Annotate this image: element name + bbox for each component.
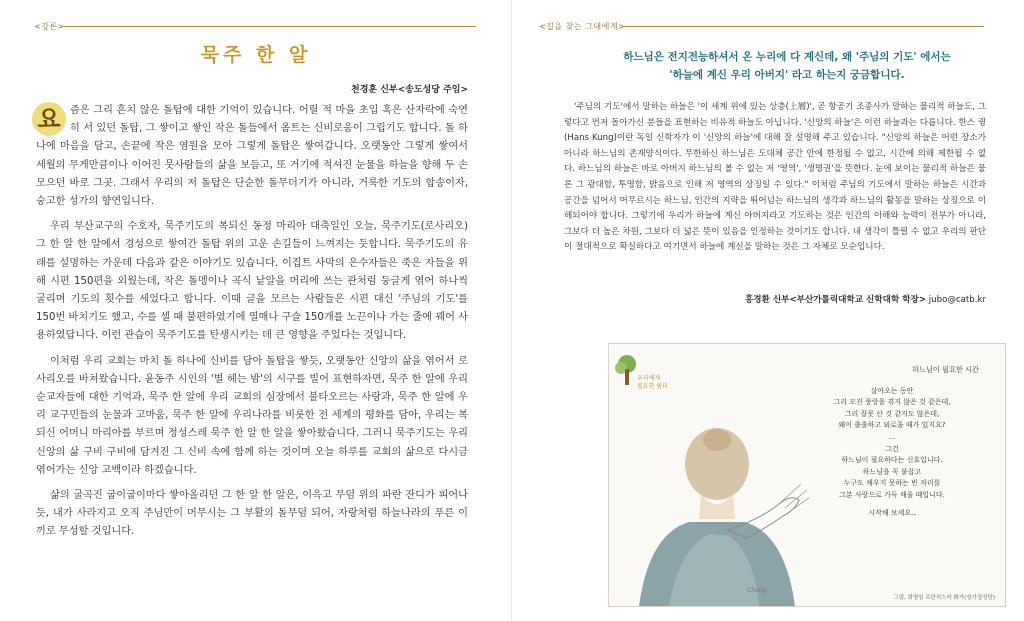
article-title: 묵주 한 알: [200, 44, 312, 66]
paragraph-4: 삶의 굴곡진 굽이굽이마다 쌓아올리던 그 한 알 한 알은, 이윽고 무덤 위의 파란 잔디가 피어나듯, 내가 사라지고 오직 주님만이 머무시는 그 부활의 돌무덤 되어, 자랑처럼 하늘나라의 푸른 이끼로 무성할 것입니다.: [36, 490, 468, 538]
question-heading: [572, 48, 1002, 84]
answer-author-email: jubo@catb.kr: [928, 295, 986, 305]
section-tag-qna: <길을 찾는 그대에게>: [539, 22, 626, 31]
answer-author-name: 홍경환 신부<부산가톨릭대학교 신학대학 학장>: [744, 295, 927, 305]
section-tag-homily: <강론>: [34, 22, 65, 31]
illustration-logo-text: 우리에게 필요한 쉼터: [637, 375, 668, 390]
illustration-signature: Chung: [747, 587, 767, 594]
paragraph-1: 요 즘은 그리 흔치 않은 돌탑에 대한 기억이 있습니다. 어릴 적 마을 초입 혹은 산자락에 숙연히 서 있던 돌탑, 그 쌓이고 쌓인 작은 돌들에서 옴트는 신비로움이 그립기도 합니다. 돌 하나에 마음을 담고, 손끝에 작은 염원을 모아 그렇게 돌탑은 쌓여갑니다. 오랫동안 그렇게 쌓여서 세월의 무게만큼이나 이어진 뭇사람들의 삶을 보듬고, 또 거기에 적셔진 눈물을 하늘을 향해 두 손 모으던 바로 그곳. 그래서 우리의 저 돌탑은 단순한 돌무더기가 아니라, 거룩한 기도의 합송이자, 숭고한 성가의 향연입니다.: [36, 102, 468, 211]
illustration-card: [608, 343, 1006, 607]
answer-body: '주님의 기도'에서 말하는 하늘은 '이 세계 위에 있는 상층(上層)', 곧 항공기 조종사가 말하는 물리적 하늘도, 그렇다고 먼저 돌아가신 분들을 표현하는 비유적 하늘도 아닙니다. '신앙의 하늘'은 이런 하늘과는 다릅니다. 한스 큉(Hans Kung)이란 독일 신학자가 이 '신앙의 하늘'에 대해 잘 설명해 주고 있습니다. "신앙의 하늘은 어떤 장소가 아니라 하느님의 존재양식이다. 무한하신 하느님은 도대체 공간 안에 한정될 수 없고, 시간에 의해 제한될 수 없다. 하느님의 하늘은 바로 아버지 하느님의 볼 수 없는 저 '영역', '생명권'을 뜻한다. 눈에 보이는 물리적 하늘은 물론 그 광대함, 투명함, 밝음으로 인해 저 영역의 상징일 수 있다." 이처럼 주님의 기도에서 말하는 하늘은 시간과 공간을 넘어서 머무르시는 하느님, 인간의 지략을 뛰어넘는 하느님의 생각과 하느님의 활동을 말하는 상징으로 이해되어야 합니다. 그렇기에 우리가 하늘에 계신 아버지라고 기도하는 것은 인간의 이해와 능력이 전부가 아니라, 그보다 더 높은 차원, 그보다 더 넓은 뜻이 있음을 인정하는 것이기도 합니다. 내 생각이 틀릴 수 없고 우리의 판단이 절대적으로 확실하다고 여기면서 하늘에 계신을 말하는 것은 그 자체로 모순입니다.: [564, 102, 987, 253]
paragraph-2: 우리 부산교구의 수호자, 묵주기도의 복되신 동정 마리아 대축일인 오늘, 묵주기도(로사리오) 그 한 알 한 알에서 경성으로 쌓여간 돌탑 위의 고운 손길들이 느껴지는 듯합니다. 묵주기도의 유래를 설명하는 가운데 다음과 같은 이야기도 있습니다. 이집트 사막의 은수자들은 죽은 자들을 위해 시편 150편을 외웠는데, 작은 돌멩이나 곡식 낱알을 머리에 쓰는 관처럼 둥글게 엮어 하나씩 굴리며 기도의 횟수를 세었다고 합니다. 이때 글을 모르는 사람들은 시편 대신 '주님의 기도'를 150번 바치기도 했고, 수를 셀 때 불편하였기에 열매나 구슬 150개를 노끈이나 가는 줄에 꿰어 사용하였답니다. 이런 관습이 묵주기도를 탄생시키는 데 큰 영향을 주었다는 것입니다.: [36, 221, 468, 342]
header-rule-right: [624, 26, 984, 27]
woman-figure-icon: [639, 428, 795, 606]
article-author: 천경훈 신부<송도성당 주임>: [351, 85, 468, 95]
illustration-credit: 그림, 최명임 프란치스카 화가(성가정성당): [893, 595, 995, 601]
question-line-1: 하느님은 전지전능하셔서 온 누리에 다 계신데, 왜 '주님의 기도' 에서는: [623, 51, 951, 63]
right-page: [512, 0, 1024, 621]
poem-title: 하느님이 필요한 시간: [911, 365, 979, 374]
question-line-2: '하늘에 계신 우리 아버지' 라고 하는지 궁금합니다.: [669, 69, 905, 81]
poem-text: 하느님이 필요한 시간 살아오는 동안 그리 모진 풍랑을 겪지 않은 것 같은데, 그리 잘못 산 것 같지도 않은데, 왜이 출출하고 외로울 때가 있지요? ... 그건 하느님이 필요하다는 신호입니다. 하느님을 꼭 붙잡고 누구도 채우지 못하는 빈 자리를 그분 사랑으로 가득 채울 때입니다. 시작해 보세요..: [787, 364, 997, 519]
paragraph-3: 이처럼 우리 교회는 마치 돌 하나에 신비를 담아 돌탑을 쌓듯, 오랫동안 신앙의 삶을 엮어서 로사리오를 바쳐왔습니다. 윤동주 시인의 '별 헤는 밤'의 시구를 빌어 표현하자면, 묵주 한 알에 우리 순교자들에 대한 기억과, 묵주 한 알에 우리 교회의 심장에서 불타오르는 사랑과, 묵주 한 알에 우리 교구민들의 눈물과 고마움, 묵주 한 알에 우리나라를 비롯한 전 세계의 평화를 담아, 우리는 복되신 어머니 마리아를 부르며 정성스레 묵주 한 알 한 알을 쌓아왔습니다. 그러니 묵주기도는 우리 신앙의 삶 구비 구비에 담겨진 그 신비 속에 함께 하는 것이며 오늘 하루를 교회의 삶으로 다시금 엮어가는 신앙 고백이라 하겠습니다.: [36, 355, 468, 476]
article-body: [36, 102, 468, 549]
header-rule: [64, 26, 476, 27]
tree-logo-icon: [615, 355, 636, 385]
drop-cap: 요: [32, 102, 66, 136]
answer-author: [745, 293, 986, 305]
